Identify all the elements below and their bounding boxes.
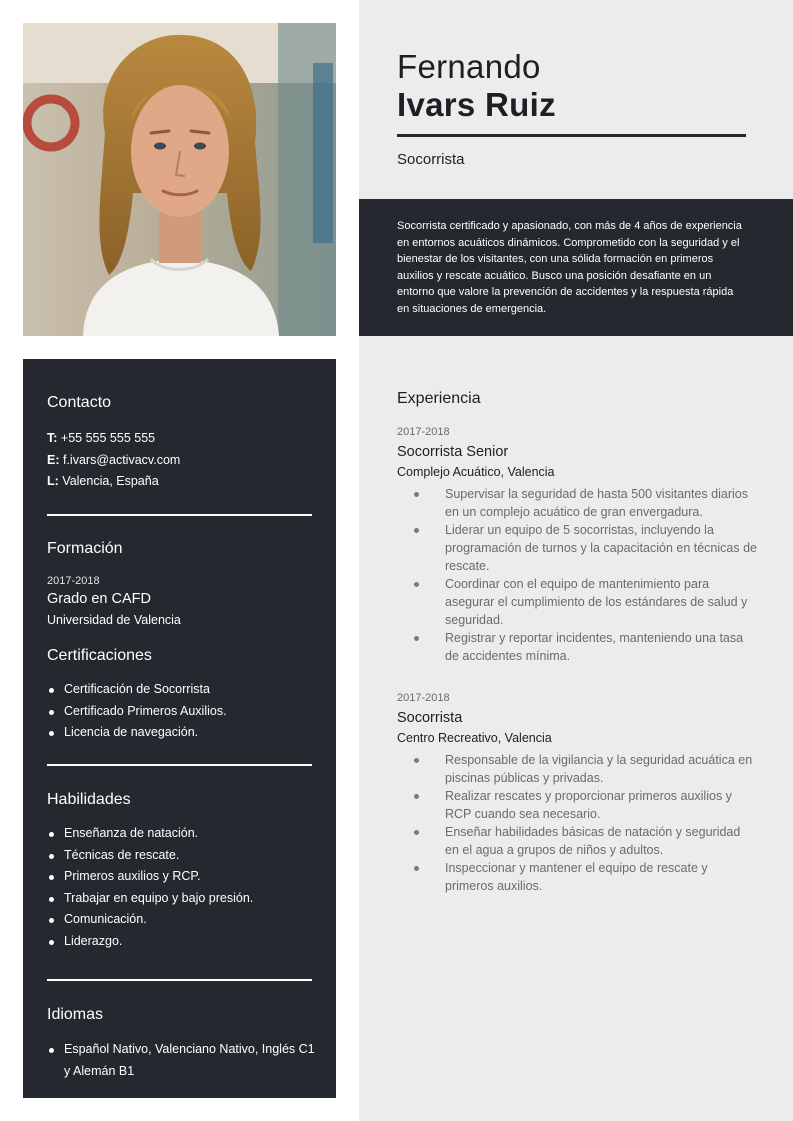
location-label: L: — [47, 474, 59, 488]
sidebar — [23, 359, 336, 1098]
list-item: Supervisar la seguridad de hasta 500 visitantes diarios en un complejo acuático de gran envergadura. — [397, 485, 757, 521]
job-bullets — [397, 751, 757, 895]
list-item: Técnicas de rescate. — [47, 845, 317, 867]
name-block — [397, 48, 746, 124]
contact-phone — [47, 431, 155, 445]
job-years: 2017-2018 — [397, 426, 450, 438]
job-title: Socorrista — [397, 151, 465, 168]
list-item: Enseñanza de natación. — [47, 823, 317, 845]
last-name: Ivars Ruiz — [397, 86, 556, 123]
job-company: Complejo Acuático, Valencia — [397, 465, 555, 479]
job-role: Socorrista — [397, 710, 463, 726]
list-item: Enseñar habilidades básicas de natación y seguridad en el agua a grupos de niños y adultos. — [397, 823, 757, 859]
job-company: Centro Recreativo, Valencia — [397, 731, 552, 745]
list-item: Certificado Primeros Auxilios. — [47, 701, 317, 723]
education-degree: Grado en CAFD — [47, 591, 151, 607]
languages-list — [47, 1039, 315, 1082]
name-divider — [397, 134, 746, 137]
job-bullets — [397, 485, 757, 665]
job-role: Socorrista Senior — [397, 444, 509, 460]
contact-location — [47, 474, 159, 488]
list-item: Coordinar con el equipo de mantenimiento para asegurar el cumplimiento de los estándares de salud y seguridad. — [397, 575, 757, 629]
job-entry — [397, 691, 757, 895]
main-content — [397, 390, 757, 921]
email-label: E: — [47, 453, 60, 467]
job-entry — [397, 425, 757, 665]
job-years: 2017-2018 — [397, 692, 450, 704]
experience-heading: Experiencia — [397, 390, 481, 407]
list-item: Certificación de Socorrista — [47, 679, 317, 701]
list-item: Español Nativo, Valenciano Nativo, Inglés C1 y Alemán B1 — [47, 1039, 315, 1082]
skills-list — [47, 823, 317, 952]
skills-divider — [47, 979, 312, 981]
phone-value: +55 555 555 555 — [60, 431, 156, 445]
certifications-list — [47, 679, 317, 744]
education-heading: Formación — [47, 540, 123, 557]
profile-photo — [23, 23, 336, 336]
contact-divider — [47, 514, 312, 516]
list-item: Licencia de navegación. — [47, 722, 317, 744]
education-school: Universidad de Valencia — [47, 613, 181, 627]
list-item: Inspeccionar y mantener el equipo de rescate y primeros auxilios. — [397, 859, 757, 895]
list-item: Liderar un equipo de 5 socorristas, incluyendo la programación de turnos y la capacitación en técnicas de rescate. — [397, 521, 757, 575]
education-years: 2017-2018 — [47, 575, 100, 587]
list-item: Primeros auxilios y RCP. — [47, 866, 317, 888]
location-value: Valencia, España — [62, 474, 159, 488]
list-item: Registrar y reportar incidentes, manteniendo una tasa de accidentes mínima. — [397, 629, 757, 665]
certifications-divider — [47, 764, 312, 766]
list-item: Realizar rescates y proporcionar primeros auxilios y RCP cuando sea necesario. — [397, 787, 757, 823]
contact-email — [47, 453, 180, 467]
list-item: Comunicación. — [47, 909, 317, 931]
contact-heading: Contacto — [47, 394, 112, 411]
summary-text: Socorrista certificado y apasionado, con más de 4 años de experiencia en entornos acuáticos dinámicos. Comprometido con la seguridad y el bienestar de los visitantes, con una sólida formación en primeros auxilios y rescate acuático. Busco una posición desafiante en un entorno que valore la prevención de accidentes y la respuesta rápida en situaciones de emergencia. — [397, 220, 742, 315]
phone-label: T: — [47, 431, 58, 445]
email-value: f.ivars@activacv.com — [62, 453, 181, 467]
list-item: Trabajar en equipo y bajo presión. — [47, 888, 317, 910]
languages-heading: Idiomas — [47, 1006, 104, 1023]
list-item: Liderazgo. — [47, 931, 317, 953]
first-name: Fernando — [397, 48, 541, 85]
certifications-heading: Certificaciones — [47, 647, 152, 664]
skills-heading: Habilidades — [47, 791, 131, 808]
list-item: Responsable de la vigilancia y la seguridad acuática en piscinas públicas y privadas. — [397, 751, 757, 787]
